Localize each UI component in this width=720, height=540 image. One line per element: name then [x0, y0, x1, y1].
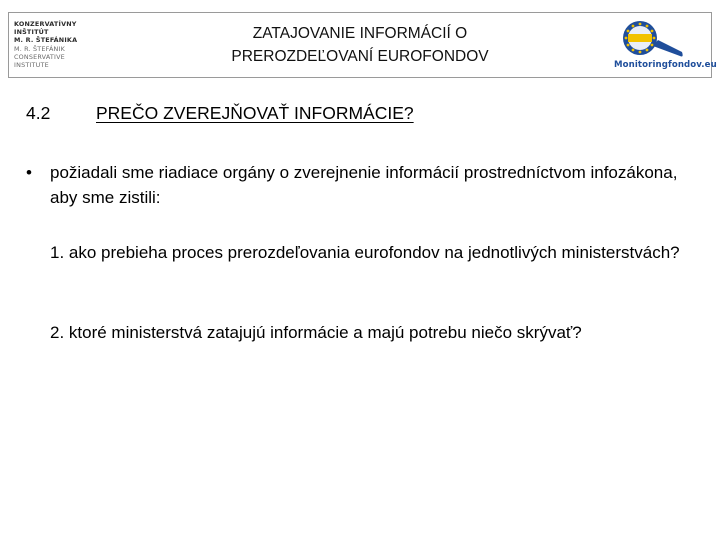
- section-number: 4.2: [26, 103, 51, 123]
- logo-left-line: KONZERVATÍVNY: [14, 20, 77, 28]
- logo-right-text: Monitoringfondov.eu: [614, 60, 717, 70]
- page-title: [180, 22, 540, 68]
- title-line-1: ZATAJOVANIE INFORMÁCIÍ O: [252, 25, 468, 42]
- logo-left-line: CONSERVATIVE: [14, 52, 65, 61]
- monitoringfondov-logo: [614, 18, 717, 76]
- bullet-text: požiadali sme riadiace orgány o zverejnenie informácií prostredníctvom infozákona, aby sme zistili:: [50, 163, 678, 207]
- konzervativny-institut-logo: [14, 20, 84, 76]
- logo-left-line: M. R. ŠTEFÁNIKA: [14, 36, 78, 45]
- logo-left-line: INSTITUTE: [14, 61, 49, 70]
- magnifier-eu-stars-icon: [618, 18, 702, 62]
- numbered-item-2: 2. ktoré ministerstvá zatajujú informácie a majú potrebu niečo skrývať?: [50, 323, 582, 342]
- numbered-item-1: 1. ako prebieha proces prerozdeľovania eurofondov na jednotlivých ministerstvách?: [50, 243, 680, 262]
- logo-left-line: M. R. ŠTEFÁNIK: [14, 44, 65, 53]
- section-heading: PREČO ZVEREJŇOVAŤ INFORMÁCIE?: [96, 103, 414, 123]
- logo-left-line: INŠTITÚT: [14, 28, 49, 37]
- bullet-symbol: •: [26, 163, 32, 182]
- title-line-2: PREROZDEĽOVANÍ EUROFONDOV: [231, 48, 489, 65]
